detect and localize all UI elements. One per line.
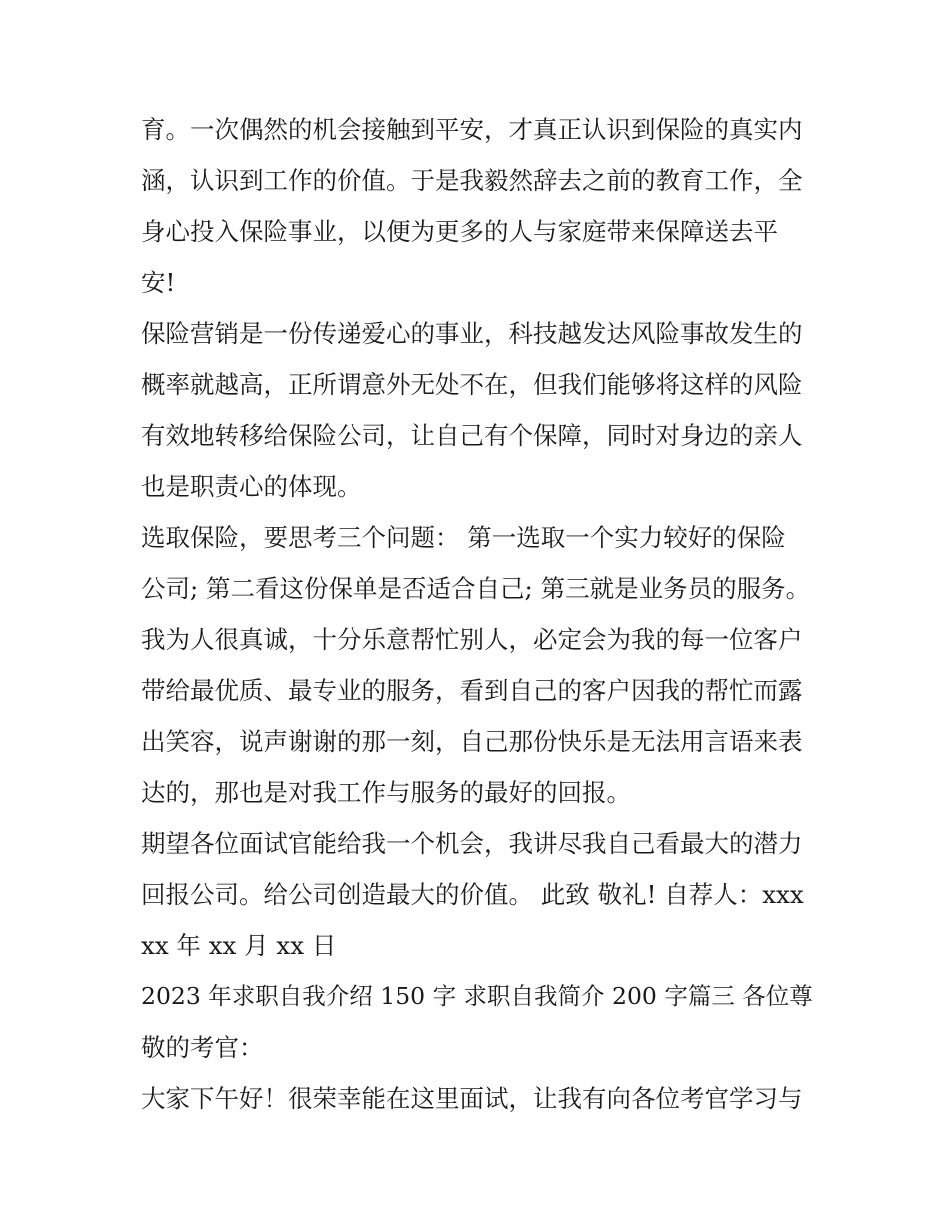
text-line: 保险营销是一份传递爱心的事业，科技越发达风险事故发生的	[141, 319, 803, 348]
text-line: 涵，认识到工作的价值。于是我毅然辞去之前的教育工作，全	[141, 166, 803, 195]
text-line: 出笑容，说声谢谢的那一刻，自己那份快乐是无法用言语来表	[141, 727, 803, 756]
paragraph-greeting	[141, 1073, 813, 1124]
text-line: 敬的考官：	[141, 1033, 264, 1062]
document-body	[141, 104, 813, 1124]
text-line: 大家下午好！很荣幸能在这里面试，让我有向各位考官学习与	[141, 1084, 803, 1113]
text-line: 回报公司。给公司创造最大的价值。 此致 敬礼! 自荐人：xxx	[141, 880, 804, 909]
text-line: 安!	[141, 268, 176, 297]
text-line: 也是职责心的体现。	[141, 472, 362, 501]
text-line: 选取保险，要思考三个问题： 第一选取一个实力较好的保险	[141, 523, 786, 552]
text-line: 公司; 第二看这份保单是否适合自己; 第三就是业务员的服务。	[141, 574, 811, 603]
text-line: 期望各位面试官能给我一个机会，我讲尽我自己看最大的潜力	[141, 829, 803, 858]
text-line: 育。一次偶然的机会接触到平安，才真正认识到保险的真实内	[141, 115, 803, 144]
text-line: 我为人很真诚，十分乐意帮忙别人，必定会为我的每一位客户	[141, 625, 803, 654]
date-line: xx 年 xx 月 xx 日	[141, 931, 337, 960]
paragraph-choosing-insurance	[141, 512, 813, 818]
text-line: 2023 年求职自我介绍 150 字 求职自我简介 200 字篇三 各位尊	[141, 982, 813, 1010]
text-line: 带给最优质、最专业的服务，看到自己的客户因我的帮忙而露	[141, 676, 803, 705]
paragraph-closing	[141, 818, 813, 971]
paragraph-insurance-marketing	[141, 308, 813, 512]
text-line: 身心投入保险事业，以便为更多的人与家庭带来保障送去平	[141, 217, 778, 246]
paragraph-career-switch	[141, 104, 813, 308]
text-line: 达的，那也是对我工作与服务的最好的回报。	[141, 778, 631, 807]
text-line: 有效地转移给保险公司，让自己有个保障，同时对身边的亲人	[141, 421, 803, 450]
text-line: 概率就越高，正所谓意外无处不在，但我们能够将这样的风险	[141, 370, 803, 399]
section-heading	[141, 971, 813, 1073]
